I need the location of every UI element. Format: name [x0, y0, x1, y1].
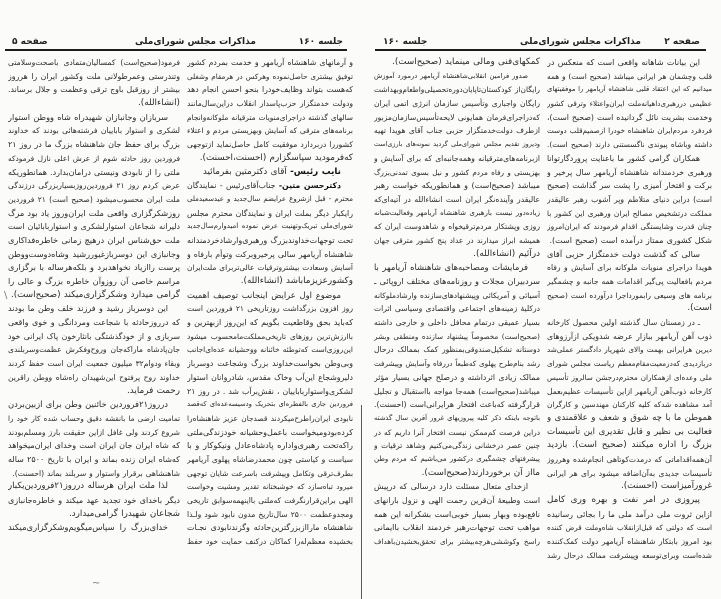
text-line: روزی وپشتکار مردم‌ترقیخواه و شاهدوست ایران که: [374, 222, 540, 232]
text-line: ودیروز تقدیم مجلس شورای‌ملی گردید نمونه‌های بارزی‌است: [374, 140, 540, 149]
text-line: توفیق بیشتری حاصل‌نموده وهرکس در هرمقام وشغلی: [187, 71, 353, 81]
text-line: شورای‌ملی تبریک‌وتهنیت عرض نموده امیدوارم‌سال‌جدید: [187, 222, 353, 231]
text-line: قرارگرفته که‌باعث افتخار هرایرانی‌است (احسنت).: [374, 400, 540, 410]
text-line: دربازدیدی که‌درمعیت‌مقام‌معظم ریاست مجلس شورای: [547, 359, 712, 369]
text-line: کمکهای‌فنی ومالی مینماید (صحیح‌است).: [392, 57, 540, 67]
text-line: زیاده‌دور نیست بارهبری شاهنشاه آریامهر وفعالیت‌شبانه‌: [374, 208, 540, 217]
document-title: مذاکرات مجلس شورای‌ملی: [135, 37, 256, 47]
text-line: (صحیح‌است) مخصوصاً پیشنهاد سازنده ومنطقی وبشر: [374, 331, 540, 341]
text-line: مردم بافعالیت پی‌گیر اقدامات همه جانبه و چشمگیر: [547, 277, 712, 286]
text-line: مراسم خاصی آن روزوآن خاطره بزرگ و عالی را: [8, 276, 180, 286]
text-line: شکل کشوری ممتاز درآمده است (صحیح است).: [549, 235, 712, 245]
text-line: است که دولتی که قبل‌ازانقلاب شاه‌وملت قرض کننده: [547, 523, 712, 533]
text-line: کارخانه ذوب‌آهن آریامهر ازاین تأسیسات عظیم‌بعمل: [547, 386, 712, 396]
text-column-right: [547, 56, 712, 562]
text-line: جان‌پادشاه ماراکه‌جان وروح‌وفکرش عظمت‌وسربلندی: [8, 345, 180, 355]
text-line: دلیرانه شجاعان استوارلشکری و استواربابائیان است: [8, 222, 180, 232]
text-line: دیرین هرایرانی بهمت والای شهریار دادگستر عملی‌شد: [547, 345, 712, 355]
speaker-line: [187, 166, 353, 180]
text-line: کرده‌بودومیخواست باعمل‌وحشیانه خودزندگی‌ملتی: [187, 427, 353, 437]
text-line: گرامی میدارد وشکرگزاری‌میکند (صحیح‌است).: [10, 289, 180, 300]
text-line: روزشکرگزاری واقعی ملت ایران‌وروز یاد بود مرگ: [8, 207, 180, 218]
text-line: تأسیسات جدیدی به‌آن‌اضافه میشود برای هر ایرانی: [547, 468, 712, 478]
right-page: [360, 0, 721, 599]
text-line: وجانبازی این دوسربازغیوررشید وشاه‌دوست‌ووطن‌: [8, 248, 180, 259]
text-line: لشکری‌واستوارباباییان ، نقش‌برآب شد . در روز ۲۱: [187, 386, 353, 396]
text-line: رایگان‌از کودکستان‌تاپایان‌دوره‌تحصیلی‌واطعام‌وبهداشت: [374, 85, 540, 95]
text-line: که درروزحادثه با شجاعت ومردانگی و خوی واقعی: [8, 318, 180, 328]
text-line: درروز۲۱فروردین خائنین وطن برای ازبین‌بردن: [8, 399, 168, 410]
text-line: شاهنشاهی برقرار واستوار و سربلند بماند (احسنت).: [12, 468, 180, 478]
text-line: این دوسرباز رشید و فرزند خلف وطن ما بودند: [8, 304, 168, 314]
speech-text: آقای دکترمتین بفرمائید: [202, 166, 287, 177]
text-line: میدانیم که این اعتقاد قلبی شاهنشاه آریامهر را موفقیتهای: [547, 85, 712, 94]
text-line: شروع کردند ولی غافل ازاین حقیقت بارز ومسلم‌بودند: [8, 427, 180, 437]
text-line: رحمت فرماید.: [126, 385, 180, 396]
text-line: عظیمی دررهبری‌داهیانه‌ملت ایران‌واعتلاء وترقی کشور: [547, 99, 712, 109]
text-line: میرود تباه‌سازد که خوشبختانه تقدیر ومشیت وخواست: [187, 482, 353, 492]
text-line: و آرمانهای شاهنشاه آریامهر و خدمت بمردم کشور: [187, 58, 353, 67]
text-line: لذا ملت ایران هرساله درروز۲۱فروردین‌یکبار: [8, 481, 168, 492]
text-line: ازبرنامه‌های‌مترقیانه وهمه‌جانبه‌ای که برای آسایش و: [374, 153, 540, 163]
text-line: همکاران گرامی کشور ما باعنایت پروردگارتوانا: [547, 153, 700, 163]
text-line: غرورآمیزاست (احسنت).: [620, 481, 712, 492]
text-line: پیشرفتهای چشمگیری درکشور می‌باشیم که مردم وطن: [374, 454, 540, 463]
text-line: سربازان وجانبازان شهیدراه شاه ووطن استوار: [8, 111, 168, 122]
text-line: ملتی را از نابودی ونیستی درامان‌بدارد. همانطوریکه: [8, 167, 180, 177]
text-line: وبقاء ودوام۳۲ میلیون جمعیت ایران است حفظ کردند: [8, 359, 180, 369]
text-line: ما‌از آن برخوردارند(صحیح‌است).: [421, 467, 540, 478]
text-line: (انشاءالله).: [138, 98, 180, 109]
text-line: داشته وباشاه پیوندی ناگسستنی دارند (صحیح است).: [547, 140, 712, 150]
right-page-header: [375, 35, 706, 51]
text-line: وبی‌وطن بخواست‌خداوند بزرگ وشجاعت دوسرباز: [187, 359, 353, 369]
text-line: دراین فرصت کم‌ممکن نیست افتخار آنرا داریم که در: [374, 427, 540, 437]
text-line: رایگان واجباری وتأسیس سازمان انرژی اتمی ایران: [374, 99, 540, 109]
scan-mark: ~: [92, 578, 101, 589]
text-line: هموطن ما با چه شوق و شعف و علاقمندی و: [547, 412, 712, 423]
text-line: ملی وعده‌ای ازهمکاران محترم‌درجشن سالروز تأسیس: [547, 372, 712, 382]
text-line: که‌باید بحق وقاطعیت بگویم که این‌روز ازبهترین و: [187, 318, 353, 328]
text-line: این‌روزی‌است که‌توطئه خائنانه ووحشیانه عده‌ای‌اجانب: [187, 345, 353, 355]
text-line: رایکبار دیگر بملت ایران و نمایندگان محترم مجلس: [187, 208, 353, 218]
text-line: ازخدای متعال مسئلت دارد درسالی که درپیش: [374, 482, 528, 492]
text-line: مملکت درتشخیص مصالح ایران ورهبری این کشور با: [547, 208, 712, 218]
text-line: ازاین ثروت ملی درآمد ملی ما را بجائی رسانیده: [547, 509, 712, 519]
text-line: بزرگ را اداره میکنند (صحیح است). بازدید: [547, 440, 712, 451]
text-line: روز افزون بزرگداشت روزتاریخی ۲۱ فروردین است: [187, 304, 353, 314]
page-number-label: صفحه ۵: [12, 37, 48, 47]
document-title: مذاکرات مجلس شورای‌ملی: [520, 37, 641, 47]
text-line: فعالیت بی نظیر و قابل تقدیری این تأسیسات: [547, 426, 712, 437]
text-line: ودولت خدمتگزار حزب‌پاسدار انقلاب دراین‌سال‌مانند: [187, 99, 353, 109]
text-line: بخشیده معظم‌له‌را کماکان درکنف حمایت خود حفظ: [187, 537, 353, 547]
text-line: بیشتر از روزقبل باوج ترقی وعظمت و جلال برساند.: [8, 85, 180, 95]
session-number-label: جلسه ۱۶۰: [298, 37, 343, 47]
text-line: راکه‌تحت رهبری‌واداره پادشاه‌عادل ونیکوکار و با: [187, 440, 353, 451]
text-line: وکشورعزیزماباشد (انشاءالله).: [240, 276, 353, 286]
text-line: محترم - قبل ازشروع عرایضم سال‌جدید و عیدسعید‌ملی: [187, 194, 353, 203]
text-line: ازطرف دولت‌خدمتگزار حزبی جناب آقای هویدا تهیه: [374, 126, 540, 136]
text-line: ممالک زیادی اثرداشته و درصلح جهانی بسیار مؤثر: [374, 372, 540, 382]
speaker-line: [187, 179, 353, 193]
text-line: آسایش وسعادت بیشتروترقیات عالی‌تربرای ملت‌ایران: [187, 263, 353, 273]
scan-mark: \: [4, 290, 8, 301]
page-number-label: صفحه ۲: [664, 37, 700, 47]
text-line: قلب وچشمان هر ایرانی میباشد (صحیح است) و همه: [547, 71, 712, 81]
text-line: عالیقدر وآینده‌نگر ایران است انشاءالله در آتیه‌ای‌که: [374, 194, 540, 204]
text-line: که‌فرمودید سپاسگزارم (احسنت،احسنت).: [199, 152, 353, 163]
text-line: همیشه ابراز میدارند در عداد پنج کشور مترقی جهان: [374, 235, 540, 245]
text-line: آمد مشاهده شدکه کلیه کارکنان مهندسین و کارگران: [547, 400, 712, 410]
text-column-right: [187, 56, 353, 549]
text-column-left: [374, 56, 540, 549]
text-line: مواهب تحت توجهات‌رهبر خردمند انقلاب باایمانی: [374, 523, 540, 533]
text-line: خداوند روح پرفتوح این‌شهیدان راه‌شاه ووطن راقرین: [8, 372, 180, 382]
text-line: است وطبیعهٔ آن‌قرین رحمت الهی و نزول بارانهای: [374, 496, 540, 505]
text-line: وخدمت بشریت نائل گردانیده است (صحیح است)،: [547, 112, 712, 122]
text-line: شاهنشاه ماراازبزرگترین‌حادثه وگزندنابودی نجـات: [187, 523, 353, 533]
text-line: وتندرستی وعمرطولانی ملت وکشور ایران را هرروز: [8, 71, 180, 81]
text-line: ورهبری خردمندانه شاهنشاه آریامهر سال پرخیر و: [547, 167, 712, 177]
left-page-header: [5, 35, 347, 51]
text-line: فردفرد مردم‌ایران شاهنشاه خودرا ازصمیم‌قلب دوست: [547, 126, 712, 136]
text-line: ذوب آهن آریامهر ببازار عرضه شدویکی ازآرزوهای: [547, 331, 712, 341]
text-line: بسیار عمیقی درتمام محافل داخلی و خارجی داشته: [374, 318, 540, 328]
text-line: درآئیم (انشاءالله).: [473, 248, 540, 259]
text-line: بطرف‌ترقی وتکامل وپیشرفت باسرعت شایان توجهی: [187, 468, 353, 478]
text-line: آسیائی و آمریکائی وپیشنهادهای‌سازنده وارشادملوکانه: [374, 290, 540, 300]
text-line: راسخ وکوششی‌هرچه‌بیشتر برای تحقق‌بخشیدن‌باهداف: [374, 537, 540, 547]
text-line: نابودی ایران‌راطرح‌میکردند قصدجان عزیز شاهنشاه‌را: [187, 413, 353, 423]
text-line: که شاه ایران جان ایران است وخدای ایران‌میخواهد: [8, 441, 180, 451]
text-line: سیاست و کیاستی چون محمدرضاشاه پهلوی آریامهر: [187, 454, 353, 464]
text-line: چنان قدرت وشایستگی اقدام فرمودند که ایران‌امروز: [547, 222, 712, 232]
text-line: سالهای گذشته دراجرای‌منویات مترقیانه ملوکانه‌وانجام: [187, 112, 353, 122]
text-line: کشوررا دربردارد موفقیت کامل حاصل‌نماید ازتوجهی: [187, 140, 353, 150]
text-line: خدای‌بزرگ را سپاس‌میگویم‌وشکرگزاری‌میکند: [8, 522, 168, 533]
text-line: میباشد(صحیح‌است) همه‌جا مواجه بااستقبال و تجلیل: [374, 386, 540, 396]
text-column-left: [8, 56, 180, 535]
text-line: ـ در زمستان سال گذشته اولین محصول کارخانه: [547, 318, 700, 328]
text-line: دلیروشجاع این‌آب وخاک مقدس، شادروانان استوار: [187, 372, 353, 382]
text-line: که‌شاه ایران زنده بماند و ایران با تاریخ ۲۵۰۰ ساله: [8, 454, 180, 464]
text-line: هویدا دراجرای منویات ملوکانه برای آسایش و رفاه: [547, 263, 712, 273]
text-line: لشکری و استوار باباییان فرشته‌هائی بودند که خداوند: [8, 126, 180, 136]
text-line: آن‌همه‌اقداماتی که درمدت‌کوتاهی انجام‌شده وهرروز: [547, 454, 712, 464]
text-line: شاهنشاه آریامهر سالی پرخیروبرکت وتوأم بارفاه و: [187, 249, 353, 259]
text-line: دیگر باخدای خود تجدید عهد میکند و خاطره‌جانبازی: [8, 496, 180, 505]
text-line: برنامه‌های مترقی که آسایش وبهزیستی مردم و اعتلاء: [187, 126, 353, 136]
text-line: بهزیستی و رفاه مردم کشور و نیل بسوی تمدنی‌بزرگ: [374, 167, 540, 177]
text-line: درکلیهٔ زمینه‌های اجتماعی واقتصادی وسیاسی اثرات: [374, 304, 540, 314]
text-line: است).: [687, 303, 712, 314]
text-line: تمامیت ارضی ما بانقشه دقیق وحساب شده کار خود را: [8, 413, 180, 423]
speech-text: جناب‌آقای‌رئیس - نمایندگان: [187, 181, 276, 191]
speaker-name: نایب رئیس-: [290, 166, 341, 177]
text-line: پرست راازیاد نخواهدبرد و بلکه‌هرساله با برگزاری: [8, 262, 180, 273]
text-line: ملت حق‌شناس ایران درهیچ زمانی خاطره‌فداکاری: [8, 234, 180, 245]
text-line: سالی که گذشت دولت خدمتگزار حزبی آقای: [547, 248, 700, 259]
text-line: شده‌است وبرای‌توسعه وپیشرفت ممالک درحال رشد: [547, 550, 712, 560]
text-line: موضوع اول عرایض اینجانب توصیف اهمیت: [187, 289, 341, 300]
text-line: برکت و افتخار آمیزی را پشت سر گذاشت (صحیح: [547, 181, 712, 191]
text-line: سردبیران مجلات و روزنامه‌های مختلف اروپائی ـ: [374, 276, 540, 286]
text-line: است) دراین دنیای متلاطم وپر آشوب رهبر عالیقدر: [547, 194, 712, 204]
text-line: الهی براین‌قرارنگرفت که‌ملتی بااینهمه‌سوابق تاریخی: [187, 496, 353, 505]
text-line: فروردین روز حادثه شوم از عرش اعلی نازل فرمودکه: [8, 153, 180, 163]
left-page: [0, 0, 360, 599]
text-line: نافع‌بوده وبهار بسیار خوبی‌است بشکرانه این همه: [374, 509, 540, 519]
text-line: این بیانات شاهانه واقعی است که منعکس در: [547, 58, 700, 67]
text-line: سربازی و از خودگذشتگی بانثارخون پاک ایرانی خود: [8, 331, 180, 341]
text-line: ملت ایران محسوب‌میشود (صحیح است) ۲۱ فروردین: [8, 194, 180, 204]
text-line: بزرگ برای حفظ جان شاهنشاه بزرگ ما در روز ۲۱: [8, 140, 180, 150]
text-line: رشد بنام‌طرح پهلوی که‌طبعاً دررفاه وآسایش وپیشرفت: [374, 359, 540, 369]
text-line: تحت توجهات‌خداوند‌بزرگ ورهبری‌وارشادخردمندانه: [187, 235, 353, 245]
text-line: میباشد (صحیح‌است) و همانطوریکه خواست رهبر: [374, 181, 540, 191]
text-line: فرمود(صحیح‌است) کمسالیان‌متمادی باصحت‌وسلامتی: [8, 58, 180, 67]
text-line: چنین عصر درخشانی زندگی‌می‌کنیم وشاهد ترقیات و: [374, 441, 540, 451]
text-line: عرض کردم روز ۲۱ فروردین‌روزبسیاربزرگی درزندگی: [8, 181, 180, 191]
text-line: فروردین جاری بالفطره‌ای بتحریک ودسیسه‌عده‌ای که‌قصد: [187, 400, 353, 409]
text-line: شجاعان شهیدرا گرامی‌میدارد.: [68, 508, 180, 519]
text-line: دوستانه تشکیل‌صندوقی‌بمنظور کمک بممالک درحال: [374, 345, 540, 355]
text-line: برنامه های وسیعی رابمورداجرا درآورده است (صحیح: [547, 290, 712, 300]
text-line: پیروزی در امر نفت و بهره وری کامل: [547, 495, 700, 505]
text-line: بود امروز بابتکار شاهنشاه آریامهر دولت کمک‌کننده: [547, 537, 712, 547]
text-line: صدور فرامین انقلابی‌شاهنشاه آریامهر درمورد آموزش: [374, 71, 528, 80]
text-line: که‌دراجرای‌فرمان همایونی لایحه‌تأسیس‌سازمان‌مزبور: [374, 112, 540, 122]
session-number-label: جلسه ۱۶۰: [383, 37, 428, 47]
text-line: فرمایشات ومصاحبه‌های شاهنشاه آریامهر با: [374, 262, 528, 273]
speaker-name: دکترحسن متین-: [278, 181, 341, 191]
text-line: باتوجه باینکه ذکر کلیه پیروزیهای غرور آفرین سال گذشته: [374, 413, 540, 422]
text-line: ومجدوعظمت ۲۵۰۰ سال‌تاریخ مدون نابود شود ولـذا: [187, 509, 353, 519]
text-line: که‌هست بتواند وظایف‌خودرا بنحو احسن انجام دهد: [187, 85, 353, 95]
text-line: باارزش‌ترین روزهای تاریخی‌مملکت‌مامحسوب میشود: [187, 331, 353, 341]
